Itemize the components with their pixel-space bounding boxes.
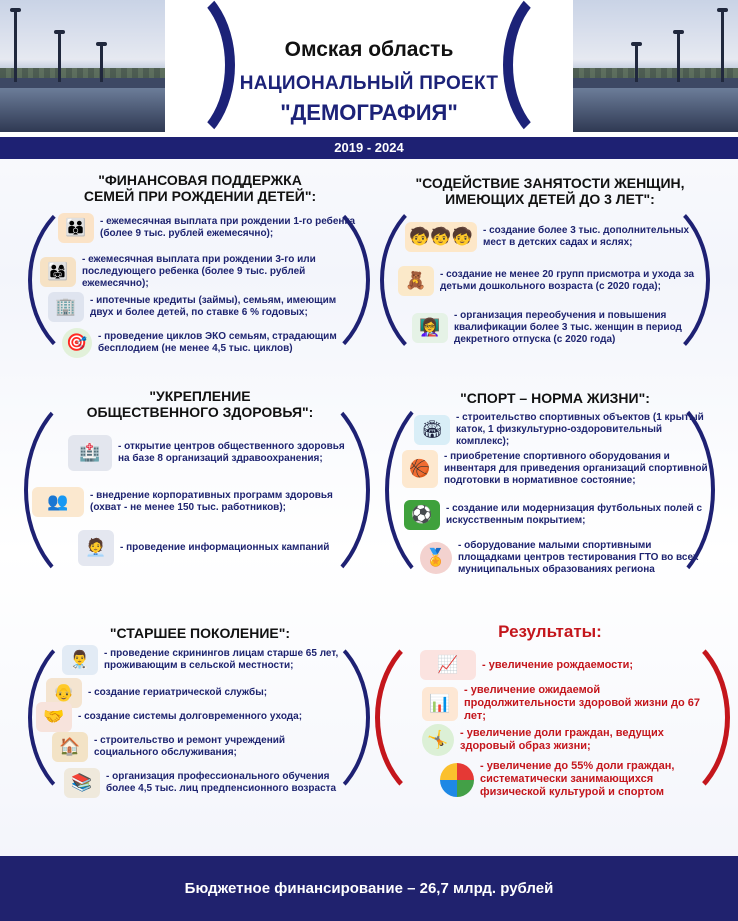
sport-circle-icon bbox=[440, 763, 474, 797]
house-icon: 🏠 bbox=[52, 732, 88, 762]
kindergarten-icon: 🧒🧒🧒 bbox=[405, 222, 477, 252]
employment-item-text: - создание более 3 тыс. дополнительных мест в детских садах и яслях; bbox=[483, 225, 690, 248]
family-children-icon: 👨‍👩‍👧 bbox=[40, 257, 76, 287]
finance-item bbox=[48, 292, 348, 322]
health-item-text: - проведение информационных кампаний bbox=[120, 542, 330, 553]
finance-item-text: - проведение циклов ЭКО семьям, страдающим бесплодием (не менее 4,5 тыс. циклов) bbox=[98, 331, 337, 354]
gto-badge-icon: 🏅 bbox=[420, 542, 452, 574]
sport-title: "СПОРТ – НОРМА ЖИЗНИ": bbox=[460, 390, 650, 406]
years-bar bbox=[0, 137, 738, 159]
footer-bar bbox=[0, 856, 738, 921]
speaker-icon: 🧑‍💼 bbox=[78, 530, 114, 566]
sport-item-text: - создание или модернизация футбольных полей с искусственным покрытием; bbox=[446, 503, 703, 526]
results-item bbox=[420, 650, 710, 680]
elderly-study-icon: 📚 bbox=[64, 768, 100, 798]
growth-chart-icon: 📈 bbox=[420, 650, 476, 680]
results-title: Результаты: bbox=[498, 622, 602, 641]
health-item-text: - открытие центров общественного здоровья на базе 8 организаций здравоохранения; bbox=[118, 441, 345, 464]
elderly-item-text: - создание системы долговременного ухода; bbox=[78, 711, 303, 722]
results-item-text: - увеличение до 55% доли граждан, систематически занимающихся физической культурой и спортом bbox=[480, 760, 675, 798]
family-cake-icon: 👪 bbox=[58, 213, 94, 243]
results-item bbox=[422, 684, 702, 723]
sport-item-text: - строительство спортивных объектов (1 крытый каток, 1 физкультурно-оздоровительный комплекс); bbox=[456, 412, 704, 447]
health-item bbox=[68, 435, 358, 471]
finance-item bbox=[58, 213, 358, 243]
employment-title: "СОДЕЙСТВИЕ ЗАНЯТОСТИ ЖЕНЩИН, ИМЕЮЩИХ ДЕТЕЙ ДО 3 ЛЕТ": bbox=[415, 175, 685, 207]
health-title: "УКРЕПЛЕНИЕ ОБЩЕСТВЕННОГО ЗДОРОВЬЯ": bbox=[86, 388, 314, 420]
health-item bbox=[32, 487, 352, 517]
childcare-group-icon: 🧸 bbox=[398, 266, 434, 296]
project-label: НАЦИОНАЛЬНЫЙ ПРОЕКТ bbox=[239, 73, 499, 94]
elderly-item bbox=[52, 732, 352, 762]
finance-item bbox=[40, 254, 360, 290]
finance-item-text: - ежемесячная выплата при рождении 3-го или последующего ребенка (более 9 тыс. рублей ежемесячно); bbox=[82, 254, 316, 289]
sport-item-text: - приобретение спортивного оборудования и инвентаря для приведения организаций спортивной подготовки в нормативное состояние; bbox=[444, 451, 708, 486]
employment-item bbox=[412, 310, 702, 346]
buildings-icon: 🏢 bbox=[48, 292, 84, 322]
employment-item bbox=[405, 222, 705, 252]
elderly-item-text: - проведение скринингов лицам старше 65 лет, проживающим в сельской местности; bbox=[104, 648, 339, 671]
sport-item bbox=[402, 450, 712, 488]
health-item-text: - внедрение корпоративных программ здоровья (охват - не менее 150 тыс. работников); bbox=[90, 490, 333, 513]
sport-equipment-icon: 🏀 bbox=[402, 450, 438, 488]
results-item-text: - увеличение ожидаемой продолжительности здоровой жизни до 67 лет; bbox=[464, 684, 700, 722]
employment-item-text: - организация переобучения и повышения квалификации более 3 тыс. женщин в период декретного отпуска (с 2020 года) bbox=[454, 310, 682, 345]
eco-target-icon: 🎯 bbox=[62, 328, 92, 358]
results-item-text: - увеличение рождаемости; bbox=[482, 658, 634, 671]
care-icon: 🤝 bbox=[36, 702, 72, 732]
employment-item-text: - создание не менее 20 групп присмотра и ухода за детьми дошкольного возраста (с 2020 года); bbox=[440, 269, 695, 292]
bar-chart-icon: 📊 bbox=[422, 687, 458, 721]
healthy-person-icon: 🤸 bbox=[422, 724, 454, 756]
region-title: Омская область bbox=[284, 38, 454, 61]
results-item-text: - увеличение доли граждан, ведущих здоровый образ жизни; bbox=[460, 727, 664, 752]
results-item bbox=[422, 724, 702, 756]
elderly-item bbox=[62, 645, 352, 675]
finance-item bbox=[62, 328, 352, 358]
elderly-couple-icon: 👴 bbox=[46, 678, 82, 708]
finance-title: "ФИНАНСОВАЯ ПОДДЕРЖКА СЕМЕЙ ПРИ РОЖДЕНИИ ДЕТЕЙ": bbox=[83, 172, 317, 204]
sport-item-text: - оборудование малыми спортивными площадками центров тестирования ГТО во всех муниципальных образованиях региона bbox=[458, 540, 699, 575]
finance-item-text: - ипотечные кредиты (займы), семьям, имеющим двух и более детей, по ставке 6 % годовых; bbox=[90, 295, 337, 318]
elderly-item-text: - организация профессионального обучения более 4,5 тыс. лиц предпенсионного возраста bbox=[106, 771, 337, 794]
training-icon: 👩‍🏫 bbox=[412, 313, 448, 343]
employment-item bbox=[398, 266, 708, 296]
elderly-item bbox=[64, 768, 354, 798]
budget-label: Бюджетное финансирование – 26,7 млрд. рублей bbox=[184, 880, 554, 897]
doctor-icon: 👨‍⚕️ bbox=[62, 645, 98, 675]
football-field-icon: ⚽ bbox=[404, 500, 440, 530]
sport-item bbox=[404, 500, 704, 530]
elderly-title: "СТАРШЕЕ ПОКОЛЕНИЕ": bbox=[109, 625, 291, 641]
elderly-item bbox=[36, 702, 346, 732]
results-item bbox=[440, 760, 710, 799]
sport-item bbox=[420, 540, 710, 576]
stadium-icon: 🏟 bbox=[414, 415, 450, 445]
years-label: 2019 - 2024 bbox=[334, 140, 404, 155]
project-name: "ДЕМОГРАФИЯ" bbox=[280, 100, 458, 125]
finance-item-text: - ежемесячная выплата при рождении 1-го ребенка (более 9 тыс. рублей ежемесячно); bbox=[100, 216, 356, 239]
sport-item bbox=[414, 412, 714, 448]
health-center-icon: 🏥 bbox=[68, 435, 112, 471]
elderly-item-text: - строительство и ремонт учреждений социального обслуживания; bbox=[94, 735, 286, 758]
elderly-item-text: - создание гериатрической службы; bbox=[88, 687, 268, 698]
people-group-icon: 👥 bbox=[32, 487, 84, 517]
header bbox=[0, 0, 738, 140]
health-item bbox=[78, 530, 348, 566]
